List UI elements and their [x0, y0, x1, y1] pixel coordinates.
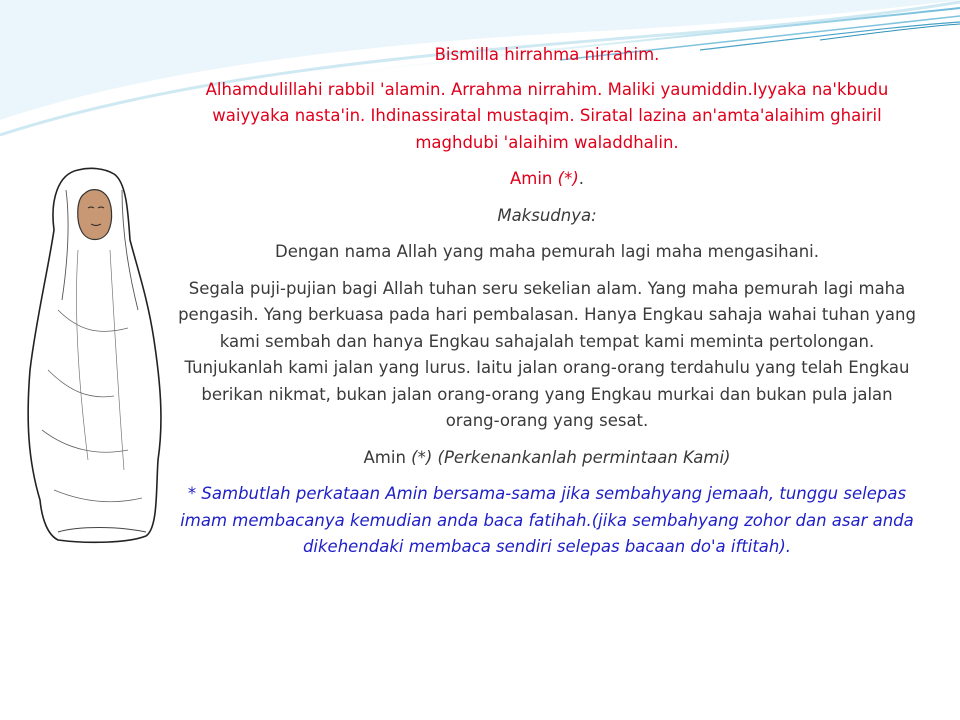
footnote: * Sambutlah perkataan Amin bersama-sama jika sembahyang jemaah, tunggu selepas imam membacanya kemudian anda baca fatihah.(jika sembahyang zohor dan asar anda dikehendaki membaca sendiri selepas bacaan do'a iftitah).: [180, 484, 914, 556]
fatihah-arabic-transliteration: Alhamdulillahi rabbil 'alamin. Arrahma nirrahim. Maliki yaumiddin.Iyyaka na'kbudu waiyyaka nasta'in. Ihdinassiratal mustaqim. Siratal lazina an'amta'alaihim ghairil maghdubi 'alaihim waladdhalin.: [205, 79, 889, 152]
amin-translation-line: [172, 445, 922, 472]
amin-mark: (*): [557, 169, 579, 188]
amin-period: .: [578, 169, 585, 188]
amin2-note: (*) (Perkenankanlah permintaan Kami): [411, 447, 731, 467]
text-content: [172, 42, 922, 571]
bismilla-line: Bismilla hirrahma nirrahim.: [434, 45, 660, 64]
amin-line: [172, 166, 922, 193]
maksudnya-heading: Maksudnya:: [497, 205, 597, 225]
dengan-nama-line: Dengan nama Allah yang maha pemurah lagi maha mengasihani.: [275, 242, 819, 261]
amin-word: Amin: [509, 169, 558, 188]
praying-woman-icon: [18, 160, 168, 545]
translation-paragraph: Segala puji-pujian bagi Allah tuhan seru sekelian alam. Yang maha pemurah lagi maha pengasih. Yang berkuasa pada hari pembalasan. Hanya Engkau sahaja wahai tuhan yang kami sembah dan hanya Engkau sahajalah tempat kami meminta pertolongan. Tunjukanlah kami jalan yang lurus. Iaitu jalan orang-orang terdahulu yang telah Engkau berikan nikmat, bukan jalan orang-orang yang Engkau murkai dan bukan pula jalan orang-orang yang sesat.: [178, 278, 916, 430]
amin2-word: Amin: [363, 447, 412, 467]
